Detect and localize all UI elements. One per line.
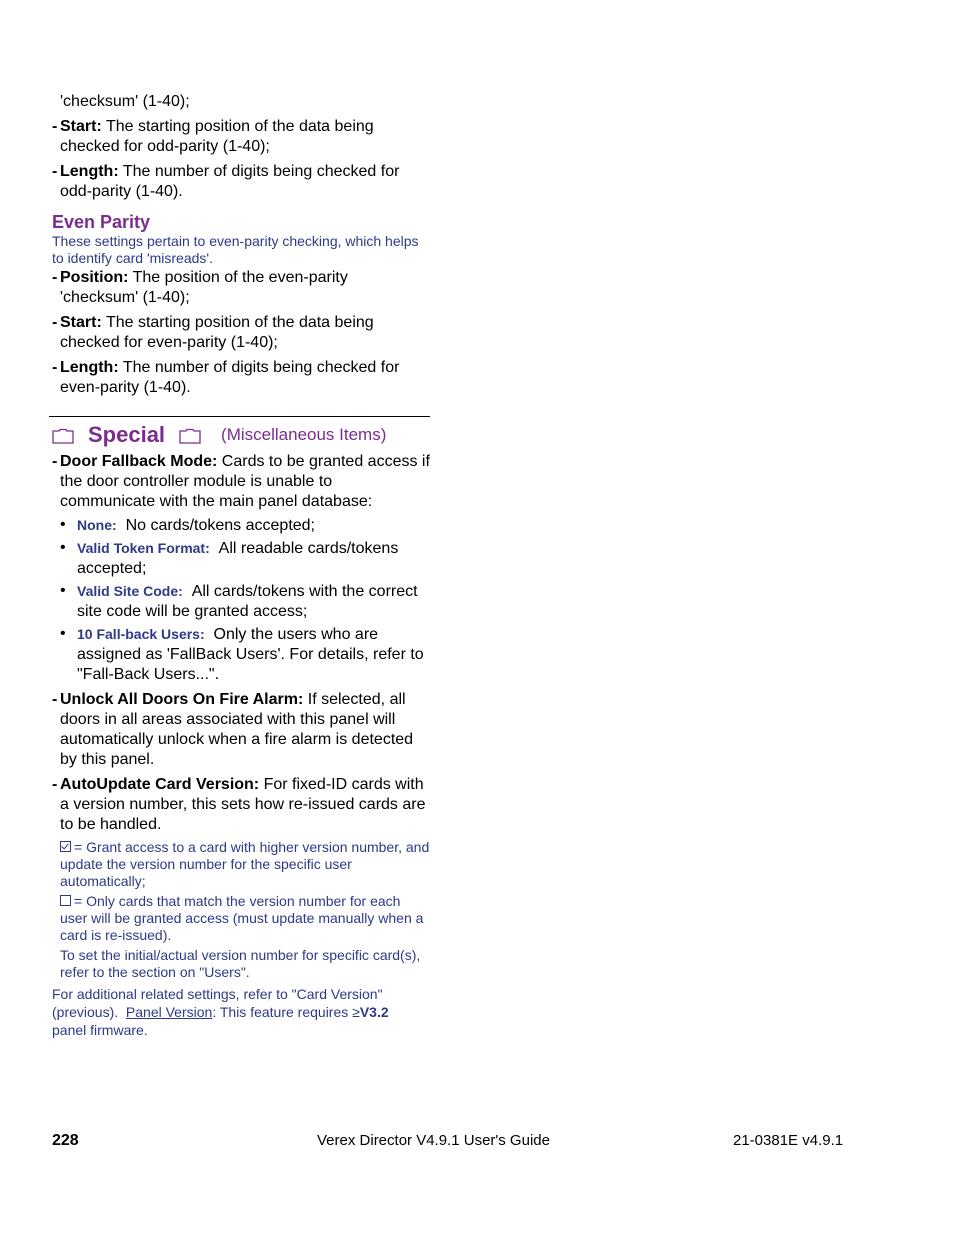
unchecked-note-text: = Only cards that match the version number for each user will be granted access (must update manually when a card is re-issued). [60,893,424,943]
item-text: The position of the even-parity 'checksum' (1-40); [60,269,348,306]
dash-bullet: - [52,269,58,286]
footer-doc-number: 21-0381E v4.9.1 [733,1132,844,1149]
autoupdate-item [52,775,430,835]
related-tail: panel firmware. [52,1022,148,1038]
item-text: The starting position of the data being checked for odd-parity (1-40); [60,118,374,155]
ge-symbol: ≥ [352,1004,360,1020]
fallback-option-none [52,515,430,536]
option-text: Only the users who are assigned as 'FallBack Users'. For details, refer to "Fall-Back Users...". [77,626,424,683]
firmware-version: V3.2 [359,1004,389,1020]
section-divider [49,416,430,417]
page-number: 228 [52,1132,79,1149]
option-name: None: [77,517,117,533]
item-label: Length: [60,359,119,376]
even-parity-note: These settings pertain to even-parity checking, which helps to identify card 'misreads'. [52,233,419,266]
dash-bullet: - [52,453,58,470]
special-column [52,420,430,1039]
dash-bullet: - [52,359,58,376]
odd-length-item [52,162,430,202]
initial-version-note: To set the initial/actual version number for specific card(s), refer to the section on "Users". [60,947,421,980]
item-label: AutoUpdate Card Version: [60,776,260,793]
folder-icon [179,428,199,442]
fallback-option-users [52,624,430,685]
odd-parity-continued: 'checksum' (1-40); [60,93,190,110]
item-label: Start: [60,118,102,135]
folder-icon [52,428,72,442]
checkbox-unchecked-icon [60,895,71,906]
checked-note-text: = Grant access to a card with higher version number, and update the version number for the specific user automatically; [60,839,430,889]
footer-title: Verex Director V4.9.1 User's Guide [317,1132,550,1149]
item-text: The number of digits being checked for even-parity (1-40). [60,359,400,396]
checked-note [52,839,430,890]
dot-bullet: • [60,539,66,556]
unlock-fire-item [52,690,430,770]
unchecked-note [52,893,430,944]
special-subtitle: (Miscellaneous Items) [221,425,387,444]
dot-bullet: • [60,625,66,642]
option-text: All cards/tokens with the correct site code will be granted access; [77,583,418,620]
even-start-item [52,313,430,353]
item-text: If selected, all doors in all areas associated with this panel will automatically unlock when a fire alarm is detected by this panel. [60,691,414,768]
dash-bullet: - [52,163,58,180]
main-column [52,90,430,403]
option-text: All readable cards/tokens accepted; [77,540,399,577]
item-text: Cards to be granted access if the door controller module is unable to communicate with the main panel database: [60,453,430,510]
item-label: Unlock All Doors On Fire Alarm: [60,691,304,708]
item-label: Position: [60,269,129,286]
special-title: Special [88,422,166,447]
item-text: The number of digits being checked for odd-parity (1-40). [60,163,400,200]
item-text: The starting position of the data being checked for even-parity (1-40); [60,314,374,351]
even-length-item [52,358,430,398]
fallback-option-valid-token [52,538,430,579]
item-label: Length: [60,163,119,180]
fallback-option-site-code [52,581,430,622]
special-heading-row [52,420,430,450]
item-label: Start: [60,314,102,331]
dash-bullet: - [52,118,58,135]
even-position-item [52,268,430,308]
dot-bullet: • [60,582,66,599]
even-parity-heading: Even Parity [52,212,151,232]
dash-bullet: - [52,314,58,331]
option-name: 10 Fall-back Users: [77,626,205,642]
option-name: Valid Token Format: [77,540,210,556]
door-fallback-item [52,452,430,512]
related-settings-note [52,985,430,1039]
option-name: Valid Site Code: [77,583,183,599]
checkbox-checked-icon [60,841,71,852]
dash-bullet: - [52,776,58,793]
requires-text: : This feature requires [212,1004,353,1020]
related-text: For additional related settings, refer to "Card Version" (previous). [52,986,383,1020]
panel-version-link[interactable]: Panel Version [125,1004,213,1020]
odd-start-item [52,117,430,157]
option-text: No cards/tokens accepted; [125,517,315,534]
item-label: Door Fallback Mode: [60,453,218,470]
item-text: For fixed-ID cards with a version number, this sets how re-issued cards are to be handled. [60,776,426,833]
dot-bullet: • [60,516,66,533]
dash-bullet: - [52,691,58,708]
